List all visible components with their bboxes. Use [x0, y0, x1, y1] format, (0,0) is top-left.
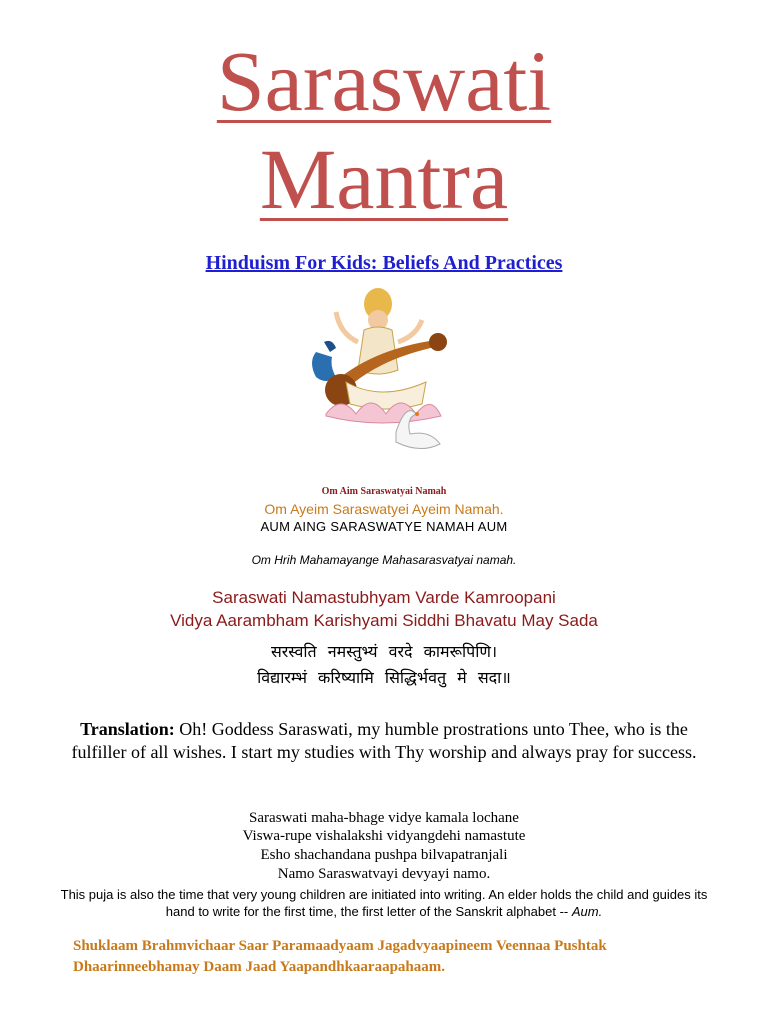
translation-paragraph — [70, 718, 698, 764]
mantra-line-3: AUM AING SARASWATYE NAMAH AUM — [260, 519, 508, 534]
mantra-line-6: Vidya Aarambham Karishyami Siddhi Bhavatu May Sada — [170, 611, 598, 630]
devanagari-line-2: विद्यारम्भं करिष्यामि सिद्धिर्भवतु मे सदा॥ — [257, 668, 511, 687]
verse-line-4: Namo Saraswatvayi devyayi namo. — [277, 866, 491, 882]
mantra-line-4: Om Hrih Mahamayange Mahasarasvatyai namah. — [251, 553, 517, 567]
puja-note — [60, 886, 708, 920]
subtitle-link[interactable]: Hinduism For Kids: Beliefs And Practices — [205, 252, 563, 274]
verse-line-3: Esho shachandana pushpa bilvapatranjali — [260, 847, 508, 863]
devanagari-line-1: सरस्वति नमस्तुभ्यं वरदे कामरूपिणि। — [270, 642, 498, 661]
shuklaam-mantra: Shuklaam Brahmvichaar Saar Paramaadyaam Jagadvyaapineem Veennaa Pushtak Dhaarinneebhamay Daam Jaad Yaapandhkaaraapahaam. — [73, 938, 607, 975]
verse-line-2: Viswa-rupe vishalakshi vidyangdehi namastute — [242, 828, 526, 844]
translation-text: Oh! Goddess Saraswati, my humble prostrations unto Thee, who is the fulfiller of all wishes. I start my studies with Thy worship and always pray for success. — [71, 719, 697, 762]
verse-line-1: Saraswati maha-bhage vidye kamala lochane — [249, 810, 519, 826]
saraswati-illustration — [306, 282, 456, 462]
page-title-line1: Saraswati — [216, 33, 552, 129]
mantra-line-1: Om Aim Saraswatyai Namah — [321, 486, 447, 497]
mantra-line-2: Om Ayeim Saraswatyei Ayeim Namah. — [264, 501, 504, 517]
translation-label: Translation: — [80, 719, 175, 739]
page-title-line2: Mantra — [259, 131, 509, 227]
puja-note-text: This puja is also the time that very young children are initiated into writing. An elder holds the child and guides its hand to write for the first time, the first letter of the Sanskrit alphabet -- — [60, 887, 708, 919]
mantra-line-5: Saraswati Namastubhyam Varde Kamroopani — [212, 588, 556, 607]
aum-text: Aum. — [571, 904, 603, 919]
